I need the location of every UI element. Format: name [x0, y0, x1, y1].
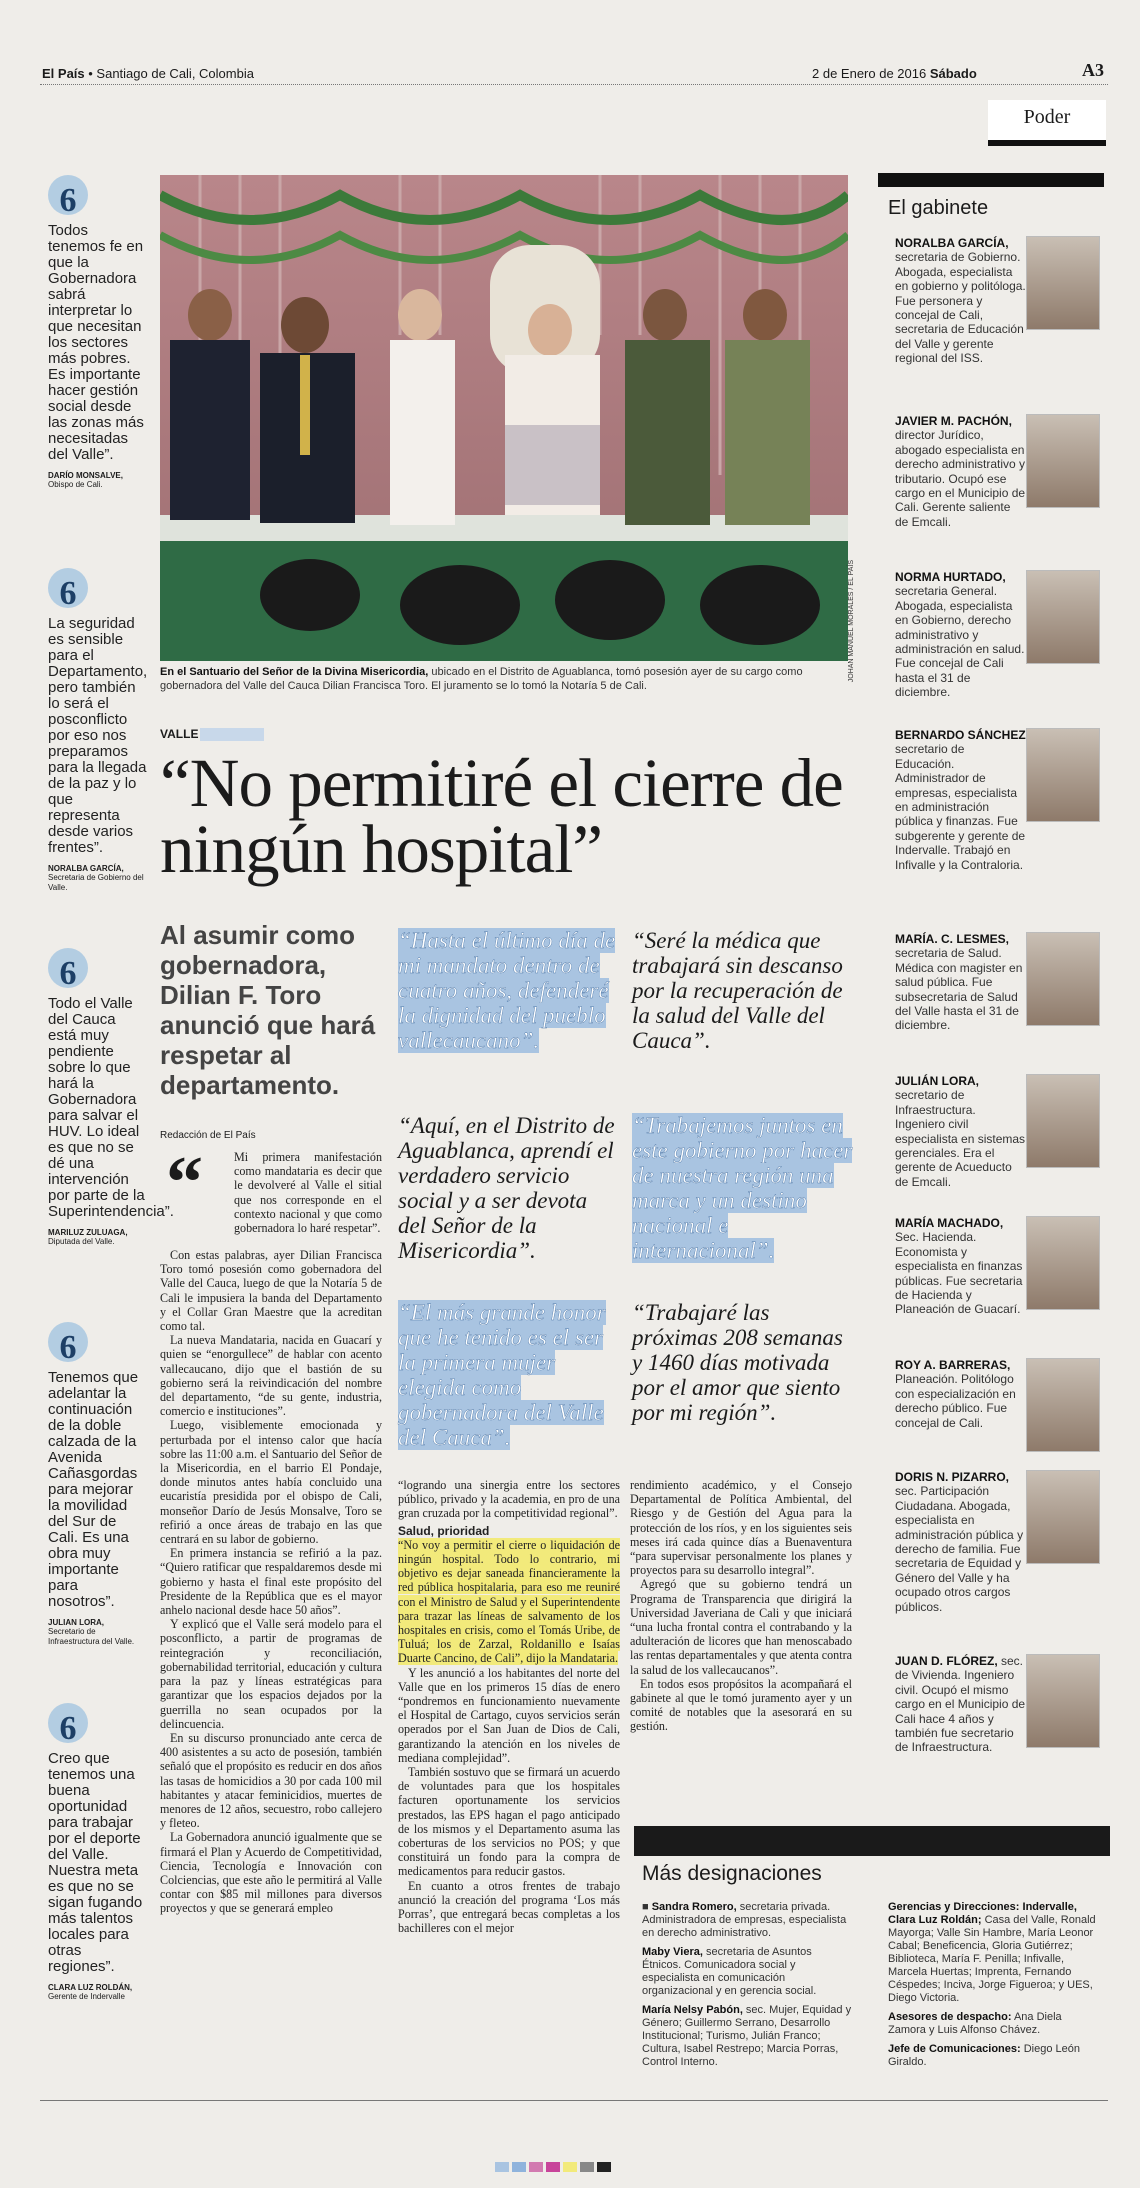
- designaciones-left: [642, 1901, 852, 2075]
- member-name: MARÍA. C. LESMES,: [895, 932, 1010, 946]
- side-quote-author: MARILUZ ZULUAGA,: [48, 1228, 128, 1237]
- designaciones-bar: [634, 1826, 1110, 1856]
- paragraph: En su discurso pronunciado ante cerca de 400 asistentes a su acto de posesión, también señaló que el propósito es reducir en dos años las tasas de homicidios a 30 por cada 100 mil habitantes y atacar feminicidios, muertes de menores de 12 años, secuestro, robo callejero y fleteo.: [160, 1730, 382, 1831]
- pull-quote-text: “Seré la médica que trabajará sin descanso por la recuperación de la salud del Valle del Cauca”.: [632, 928, 843, 1053]
- color-swatch: [580, 2162, 594, 2172]
- lead-paragraph: Mi primera manifestación como mandataria es decir que le devolveré al Valle el sitial que nos corresponde en el contexto nacional y que como gobernadora lo haré respetar”.: [234, 1150, 382, 1236]
- paragraph: Agregó que su gobierno tendrá un Programa de Transparencia que dirigirá la Universidad Javeriana de Cali y que iniciará “una lucha frontal contra el contrabando y la adulteración de licores que han menoscabado las rentas departamentales y que atenta contra la salud de los vallecaucanos”.: [630, 1577, 852, 1677]
- designee-name: Jefe de Comunicaciones:: [888, 2043, 1021, 2055]
- member-name: NORALBA GARCÍA,: [895, 236, 1009, 250]
- paper-name: El País: [42, 66, 85, 81]
- designee-name: Sandra Romero,: [651, 1901, 737, 1913]
- portrait: [1026, 1654, 1100, 1748]
- pull-quote: [398, 1300, 620, 1450]
- member-desc: secretario de Educación. Administrador de empresas, especialista en administración pública y finanzas. Fue subgerente y gerente de Indervalle. Trabajó en Infivalle y la Contraloria.: [895, 742, 1026, 872]
- opening-quote-mark: “: [166, 1142, 203, 1224]
- paragraph: Con estas palabras, ayer Dilian Francisca Toro tomó posesión como gobernadora del Valle del Cauca, luego de que la Notaría 5 de Cali le impusiera la banda del Departamento y el Collar Gran Maestre que la acreditan como tal.: [160, 1248, 382, 1334]
- highlight-text: “No voy a permitir el cierre o liquidación de ningún hospital. Todo lo contrario, mi objetivo es dejar saneada financieramente la red pública hospitalaria, para eso me reuniré con el Ministro de Salud y el Superintendente para trazar las líneas de salvamento de los hospitales en crisis, como el Tomás Uribe, de Tuluá; los de Zarzal, Roldanillo e Isaías Duarte Cancino, de Cali”, dijo la Mandataria.: [398, 1537, 620, 1666]
- highlighted-paragraph: [398, 1538, 620, 1666]
- subhead: Al asumir como gobernadora, Dilian F. Toro anunció que hará respetar al departamento.: [160, 920, 376, 1100]
- designee-name: María Nelsy Pabón,: [642, 2004, 743, 2016]
- side-quote-author: JULIAN LORA,: [48, 1618, 104, 1627]
- quote-icon: 6: [48, 568, 88, 608]
- member-name: BERNARDO SÁNCHEZ: [895, 728, 1026, 742]
- color-swatch: [563, 2162, 577, 2172]
- quote-icon: 6: [48, 1703, 88, 1743]
- side-quote-author: CLARA LUZ ROLDÁN,: [48, 1983, 133, 1992]
- member-name: JULIÁN LORA,: [895, 1074, 979, 1088]
- member-name: JAVIER M. PACHÓN,: [895, 414, 1012, 428]
- pull-quote: [398, 928, 620, 1053]
- cabinet-member: [895, 932, 1027, 1033]
- color-swatch: [512, 2162, 526, 2172]
- side-quote-author: NORALBA GARCÍA,: [48, 864, 124, 873]
- paragraph: En todos esos propósitos la acompañará el gabinete al que le tomó juramento ayer y un comité de notables que la asesorará en su gestión.: [630, 1676, 852, 1734]
- color-swatch: [597, 2162, 611, 2172]
- member-name: DORIS N. PIZARRO,: [895, 1470, 1010, 1484]
- member-desc: director Jurídico, abogado especialista en derecho administrativo y tributario. Ocupó ese cargo en el Municipio de Cali. Gerente saliente de Emcali.: [895, 428, 1026, 529]
- pull-quote-text: “Trabajaré las próximas 208 semanas y 1460 días motivada por el amor que siento por mi región”.: [632, 1300, 843, 1425]
- cabinet-member: [895, 570, 1027, 700]
- issue-date: [812, 66, 977, 81]
- member-desc: Sec. Hacienda. Economista y especialista en finanzas públicas. Fue secretaria de Hacienda y Planeación de Guacarí.: [895, 1230, 1023, 1317]
- designee-name: Gerencias y Direcciones: Indervalle, Clara Luz Roldán;: [888, 1901, 1077, 1926]
- side-quote-text: Tenemos que adelantar la continuación de la doble calzada de la Avenida Cañasgordas para mejorar la movilidad del Sur de Cali. Es una obra muy importante para nosotros”.: [48, 1369, 139, 1610]
- portrait: [1026, 932, 1100, 1026]
- portrait: [1026, 414, 1100, 508]
- day-text: Sábado: [929, 66, 977, 81]
- pull-quote-text: “El más grande honor que he tenido es el ser la primera mujer elegida como gobernadora del Valle del Cauca”.: [398, 1300, 606, 1450]
- color-swatch: [529, 2162, 543, 2172]
- member-desc: secretaria de Gobierno. Abogada, especialista en gobierno y politóloga. Fue personera y concejal de Cali, secretaria de Educación del Valle y gerente regional del ISS.: [895, 250, 1026, 366]
- kicker: VALLE: [160, 727, 199, 741]
- sidebar-title: El gabinete: [888, 197, 989, 219]
- designation: ■ Sandra Romero, secretaria privada. Administradora de empresas, especialista en derecho administrativo.: [642, 1901, 847, 1939]
- caption-body: ubicado en el Distrito de Aguablanca, tomó posesión ayer de su cargo como gobernadora del Valle del Cauca Dilian Francisca Toro. El juramento se lo tomó la Notaría 5 de Cali.: [160, 666, 803, 692]
- side-quote: [48, 948, 174, 1247]
- color-swatch: [495, 2162, 509, 2172]
- photo-illustration: [160, 175, 848, 661]
- side-quote: [48, 1322, 148, 1647]
- designation: [642, 2004, 852, 2069]
- byline: Redacción de El País: [160, 1130, 256, 1141]
- member-desc: sec. de Vivienda. Ingeniero civil. Ocupó el mismo cargo en el Municipio de Cali hace 4 años y también fue secretario de Infraestructura.: [895, 1654, 1026, 1755]
- side-quote-role: Diputada del Valle.: [48, 1237, 115, 1246]
- article-column-2: [398, 1478, 620, 1936]
- side-quote-role: Gerente de Indervalle: [48, 1992, 125, 2001]
- portrait: [1026, 236, 1100, 330]
- designee-name: Maby Viera,: [642, 1946, 703, 1958]
- designee-desc: Casa del Valle, Ronald Mayorga; Valle Sin Hambre, María Leonor Cabal; Beneficencia, Gloria Gutiérrez; Biblioteca, María F. Penilla; Infivalle, Marcela Huertas; Imprenta, Fernando Céspedes; Inciva, Jorge Figueroa; y UES, Diego Victoria.: [888, 1914, 1096, 2004]
- designee-desc: Ana Diela Zamora y Luis Alfonso Chávez.: [888, 2011, 1062, 2036]
- designation: [888, 2011, 1098, 2037]
- member-desc: secretaria General. Abogada, especialista en Gobierno, derecho administrativo y administración en salud. Fue concejal de Cali hasta el 31 de diciembre.: [895, 584, 1025, 700]
- cabinet-member: [895, 414, 1027, 529]
- side-quote: [48, 1703, 148, 2002]
- portrait: [1026, 1470, 1100, 1564]
- paragraph: La Gobernadora anunció igualmente que se firmará el Plan y Acuerdo de Competitividad, Ciencia, Tecnología e Innovación con Colciencias, que este año le permitirá al Valle contar con $85 mil millones para diversos proyectos y que se generará empleo: [160, 1830, 382, 1916]
- member-name: MARÍA MACHADO,: [895, 1216, 1004, 1230]
- designee-desc: secretaria privada. Administradora de empresas, especialista en derecho administrativo.: [642, 1901, 847, 1939]
- sidebar-bar: [878, 173, 1104, 187]
- cabinet-member: [895, 728, 1027, 872]
- member-desc: secretaria de Salud. Médica con magister en salud pública. Fue subsecretaria de Salud del Valle hasta el 31 de diciembre.: [895, 946, 1023, 1033]
- paragraph: En primera instancia se refirió a la paz. “Quiero ratificar que respaldaremos desde mi gobierno y hasta el final este propósito del Presidente de la República que es el mayor anhelo nacional desde hace 50 años”.: [160, 1546, 382, 1618]
- designee-desc: Diego León Giraldo.: [888, 2043, 1080, 2068]
- caption-lead: En el Santuario del Señor de la Divina Misericordia,: [160, 666, 429, 678]
- side-quote-role: Obispo de Cali.: [48, 480, 103, 489]
- cabinet-member: [895, 1216, 1027, 1317]
- side-quote-author: DARÍO MONSALVE,: [48, 471, 123, 480]
- member-name: NORMA HURTADO,: [895, 570, 1006, 584]
- paragraph: Luego, visiblemente emocionada y perturbada por el intenso calor que hacía sobre las 11:00 a.m. el Santuario del Señor de la Misericordia, en el barrio El Pondaje, donde minutos antes había concluido una eucaristía presidida por el obispo de Cali, monseñor Darío de Jesús Monsalve, Toro se refirió a once áreas de trabajo en las que centrará en su labor de gobierno.: [160, 1418, 382, 1547]
- cabinet-member: [895, 1074, 1027, 1189]
- side-quote: [48, 175, 148, 490]
- portrait: [1026, 1358, 1100, 1452]
- paragraph: Y les anunció a los habitantes del norte del Valle que en los primeros 15 días de enero “pondremos en funcionamiento nuevamente el Hospital de Cartago, cuyos servicios serán operados por el San Juan de Dios de Cali, garantizando la atención en los niveles de mediana complejidad”.: [398, 1665, 620, 1765]
- cabinet-member: [895, 1358, 1027, 1430]
- section-subtitle: Salud, prioridad: [398, 1523, 490, 1538]
- portrait: [1026, 1216, 1100, 1310]
- pull-quote: [398, 1113, 620, 1263]
- section-label: Poder: [1023, 106, 1071, 128]
- photo-credit: JOHAN MANUEL MORALES / EL PAÍS: [848, 560, 855, 683]
- member-desc: Planeación. Politólogo con especialización en derecho público. Fue concejal de Cali.: [895, 1372, 1016, 1430]
- cabinet-member: [895, 1654, 1027, 1755]
- paragraph: En cuanto a otros frentes de trabajo anunció la creación del programa ‘Los más Porras’, que entregará becas completas a los bachilleres con el mejor: [398, 1878, 620, 1936]
- designee-name: Asesores de despacho:: [888, 2011, 1012, 2023]
- paragraph: La nueva Mandataria, nacida en Guacarí y quien se “enorgullece” de hablar con acento vallecaucano, dijo que el bastión de su gobierno será la reivindicación del nombre del departamento, “de su gente, industria, comercio e instituciones”.: [160, 1333, 382, 1419]
- side-quote-text: Todos tenemos fe en que la Gobernadora sabrá interpretar lo que necesitan los sectores más pobres. Es importante hacer gestión social desde las zonas más necesitadas del Valle”.: [48, 222, 144, 463]
- quote-icon: 6: [48, 175, 88, 215]
- designaciones-title: Más designaciones: [642, 1862, 822, 1885]
- member-name: ROY A. BARRERAS,: [895, 1358, 1011, 1372]
- quote-icon: 6: [48, 1322, 88, 1362]
- paragraph: También sostuvo que se firmará un acuerdo de voluntades para que los hospitales facturen oportunamente los servicios prestados, las EPS hagan el pago anticipado de los mismos y el Departamento asuma las coberturas de los servicios no POS; y que constituirá un fondo para la compra de medicamentos para reducir gastos.: [398, 1765, 620, 1879]
- print-color-bar: [495, 2162, 614, 2172]
- paragraph: rendimiento académico, y el Consejo Departamental de Política Ambiental, del Riesgo y de Gestión del Agua para la protección de los ríos, y en los siguientes seis meses irá cada quince días a Buenaventura “para supervisar personalmente los planes y proyectos para su desarrollo integral”.: [630, 1478, 852, 1578]
- designation: [888, 2043, 1098, 2069]
- article-column-1: [160, 1248, 382, 1916]
- headline: “No permitiré el cierre de ningún hospital”: [160, 745, 843, 887]
- side-quote-text: La seguridad es sensible para el Departamento, pero también lo será el posconflicto por eso nos preparamos para la llegada de la paz y lo que representa desde varios frentes”.: [48, 615, 148, 856]
- side-quote: [48, 568, 148, 893]
- page-number: A3: [1082, 60, 1104, 80]
- bottom-rule: [40, 2100, 1108, 2101]
- cabinet-member: [895, 236, 1027, 366]
- kicker-highlight: [200, 728, 264, 741]
- designation: [642, 1946, 852, 1998]
- pull-quote: [632, 1113, 854, 1263]
- paragraph: Y explicó que el Valle será modelo para el posconflicto, a partir de programas de reintegración y reconciliación, gobernabilidad territorial, educación y cultura para la paz y líneas estratégicas para garantizar que los espacios dejados por la guerrilla no sean ocupados por la delincuencia.: [160, 1617, 382, 1731]
- designee-desc: secretaria de Asuntos Étnicos. Comunicadora social y especialista en comunicación organizacional y en gerencia social.: [642, 1946, 817, 1997]
- pull-quote: [632, 1300, 854, 1425]
- city: Santiago de Cali, Colombia: [96, 66, 254, 81]
- photo-caption: [160, 665, 848, 693]
- member-desc: secretario de Infraestructura. Ingeniero civil especialista en sistemas gerenciales. Era el gerente de Acueducto de Emcali.: [895, 1088, 1026, 1189]
- designaciones-right: [888, 1901, 1098, 2075]
- paragraph: “logrando una sinergia entre los sectores público, privado y la academia, en pro de una gran cruzada por la competitividad regional”.: [398, 1478, 620, 1521]
- portrait: [1026, 728, 1100, 822]
- designee-desc: sec. Mujer, Equidad y Género; Guillermo Serrano, Desarrollo Institucional; Turismo, Julián Franco; Cultura, Isabel Restrepo; Marcia Porras, Control Interno.: [642, 2004, 852, 2068]
- date-text: 2 de Enero de 2016: [812, 66, 927, 81]
- member-desc: sec. Participación Ciudadana. Abogada, especialista en administración pública y derecho de familia. Fue secretaria de Equidad y Género del Valle y ha ocupado otros cargos públicos.: [895, 1484, 1024, 1614]
- inauguration-photo: [160, 175, 848, 661]
- article-column-3: [630, 1478, 852, 1734]
- cabinet-member: [895, 1470, 1027, 1614]
- side-quote-role: Secretaria de Gobierno del Valle.: [48, 873, 144, 892]
- pull-quote-text: “Aquí, en el Distrito de Aguablanca, aprendí el verdadero servicio social y a ser devota del Señor de la Misericordia”.: [398, 1113, 615, 1263]
- side-quote-role: Secretario de Infraestructura del Valle.: [48, 1627, 135, 1646]
- pull-quote: [632, 928, 854, 1053]
- header-rule: [40, 84, 1108, 85]
- article-lead: [234, 1150, 382, 1235]
- designation: [888, 1901, 1098, 2005]
- member-name: JUAN D. FLÓREZ,: [895, 1654, 998, 1668]
- masthead: El País • Santiago de Cali, Colombia: [42, 66, 254, 81]
- side-quote-text: Todo el Valle del Cauca está muy pendiente sobre lo que hará la Gobernadora para salvar el HUV. Lo ideal es que no se dé una intervención por parte de la Superintendencia”.: [48, 995, 174, 1220]
- pull-quote-text: “Hasta el último día de mi mandato dentro de cuatro años, defenderé la dignidad del pueblo vallecaucano”.: [398, 928, 616, 1053]
- pull-quote-text: “Trabajemos juntos en este gobierno por hacer de nuestra región una marca y un destino nacional e internacional”.: [632, 1113, 853, 1263]
- portrait: [1026, 1074, 1100, 1168]
- color-swatch: [546, 2162, 560, 2172]
- side-quote-text: Creo que tenemos una buena oportunidad para trabajar por el deporte del Valle. Nuestra meta es que no se sigan fugando más talentos locales para otras regiones”.: [48, 1750, 143, 1975]
- portrait: [1026, 570, 1100, 664]
- section-tab: [988, 100, 1106, 146]
- quote-icon: 6: [48, 948, 88, 988]
